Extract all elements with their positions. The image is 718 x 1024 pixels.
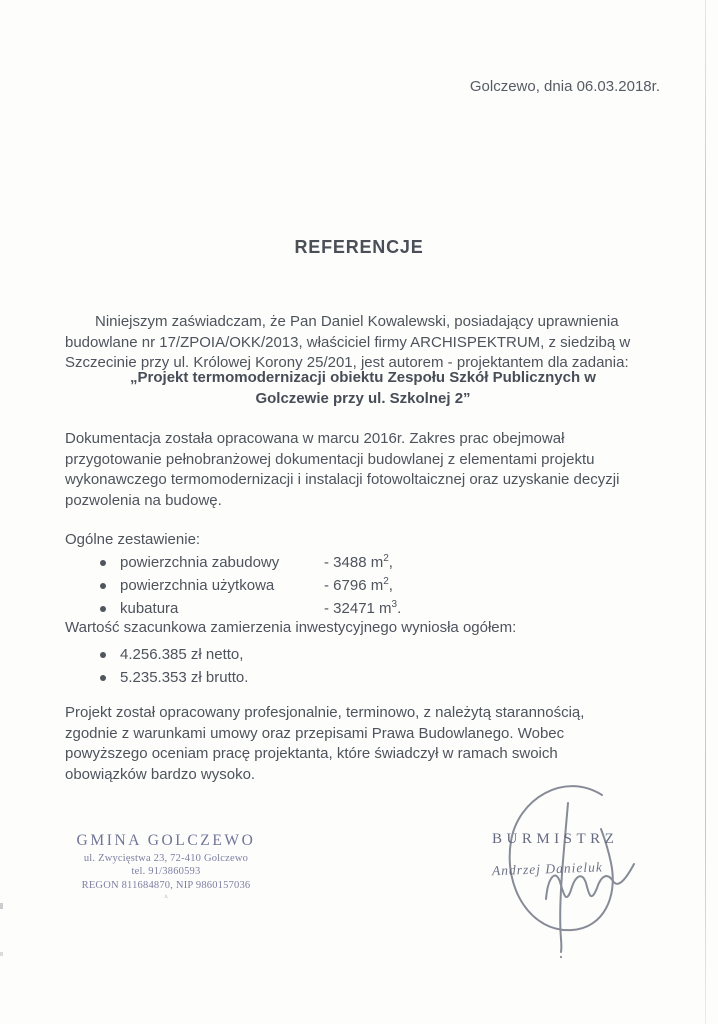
- summary-value: [324, 577, 393, 594]
- text-line: budowlane nr 17/ZPOIA/OKK/2013, właściciel firmy ARCHISPEKTRUM, z siedzibą w: [65, 333, 631, 351]
- cost-value: 4.256.385 zł netto,: [120, 646, 244, 663]
- municipality-ids: REGON 811684870, NIP 9860157036: [81, 879, 251, 891]
- summary-heading: Ogólne zestawienie:: [65, 531, 201, 548]
- summary-label: powierzchnia użytkowa: [120, 577, 275, 594]
- value-sup: 3: [391, 599, 398, 610]
- scope-paragraph: [65, 429, 619, 511]
- bullet-icon: [100, 606, 106, 612]
- bullet-icon: [100, 652, 106, 658]
- text-line: powyższego oceniam pracę projektanta, które świadczył w ramach swoich: [65, 745, 558, 762]
- text-line: Dokumentacja została opracowana w marcu 2016r. Zakres prac obejmował: [65, 430, 565, 447]
- summary-label: powierzchnia zabudowy: [120, 554, 280, 571]
- municipality-stamp: [66, 832, 266, 900]
- summary-label: kubatura: [120, 600, 179, 617]
- cost-list: [100, 643, 248, 689]
- text-line: zgodnie z warunkami umowy oraz przepisami Prawa Budowlanego. Wobec: [65, 724, 565, 742]
- project-title-line: Golczewie przy ul. Szkolnej 2”: [255, 389, 471, 407]
- intro-paragraph: [65, 312, 630, 374]
- value-text: - 32471 m: [324, 600, 392, 617]
- text-line: przygotowanie pełnobranżowej dokumentacji budowlanej z elementami projektu: [65, 450, 595, 468]
- municipality-phone: tel. 91/3860593: [131, 866, 201, 877]
- list-item: [100, 597, 401, 620]
- value-tail: ,: [388, 577, 393, 594]
- text-line: wykonawczego termomodernizacji i instalacji fotowoltaicznej oraz uzyskanie decyzji: [65, 471, 620, 488]
- summary-value: [324, 600, 401, 617]
- bullet-icon: [100, 560, 106, 566]
- date-line: Golczewo, dnia 06.03.2018r.: [469, 78, 660, 95]
- bullet-icon: [100, 675, 106, 681]
- text-line: Niniejszym zaświadczam, że Pan Daniel Kowalewski, posiadający uprawnienia: [95, 313, 619, 330]
- list-item: [100, 666, 248, 689]
- scan-speck: [0, 903, 3, 909]
- text-line: pozwolenia na budowę.: [65, 491, 222, 509]
- municipality-address: ul. Zwycięstwa 23, 72-410 Golczewo: [83, 852, 249, 864]
- value-sup: 2: [383, 576, 389, 587]
- value-text: - 3488 m: [324, 554, 384, 571]
- summary-list: [100, 551, 401, 620]
- municipality-name: GMINA GOLCZEWO: [76, 832, 256, 849]
- mayor-stamp: [492, 831, 618, 877]
- scan-speck: [0, 952, 3, 956]
- project-title: [60, 368, 666, 409]
- value-text: - 6796 m: [324, 577, 384, 594]
- mayor-title: BURMISTRZ: [492, 831, 619, 847]
- mayor-name: Andrzej Danieluk: [491, 859, 604, 879]
- list-item: [100, 551, 401, 574]
- cost-value: 5.235.353 zł brutto.: [120, 669, 249, 686]
- bullet-icon: [100, 583, 106, 589]
- summary-value: [324, 554, 393, 571]
- document-title: REFERENCJE: [294, 237, 424, 257]
- text-line: obowiązków bardzo wysoko.: [65, 765, 256, 783]
- value-tail: .: [397, 600, 402, 617]
- stamp-artifact: ʌ: [164, 891, 168, 900]
- closing-paragraph: [65, 703, 584, 785]
- project-title-line: „Projekt termomodernizacji obiektu Zespołu Szkół Publicznych w: [130, 369, 596, 386]
- cost-heading: Wartość szacunkowa zamierzenia inwestycyjnego wyniosła ogółem:: [65, 619, 517, 636]
- value-tail: ,: [388, 554, 393, 571]
- list-item: [100, 643, 248, 666]
- scan-edge-line: [705, 0, 707, 1024]
- text-line: Szczecinie przy ul. Królowej Korony 25/201, jest autorem - projektantem dla zadania:: [65, 354, 629, 371]
- value-sup: 2: [383, 553, 389, 564]
- text-line: Projekt został opracowany profesjonalnie, terminowo, z należytą starannością,: [65, 704, 585, 721]
- list-item: [100, 574, 401, 597]
